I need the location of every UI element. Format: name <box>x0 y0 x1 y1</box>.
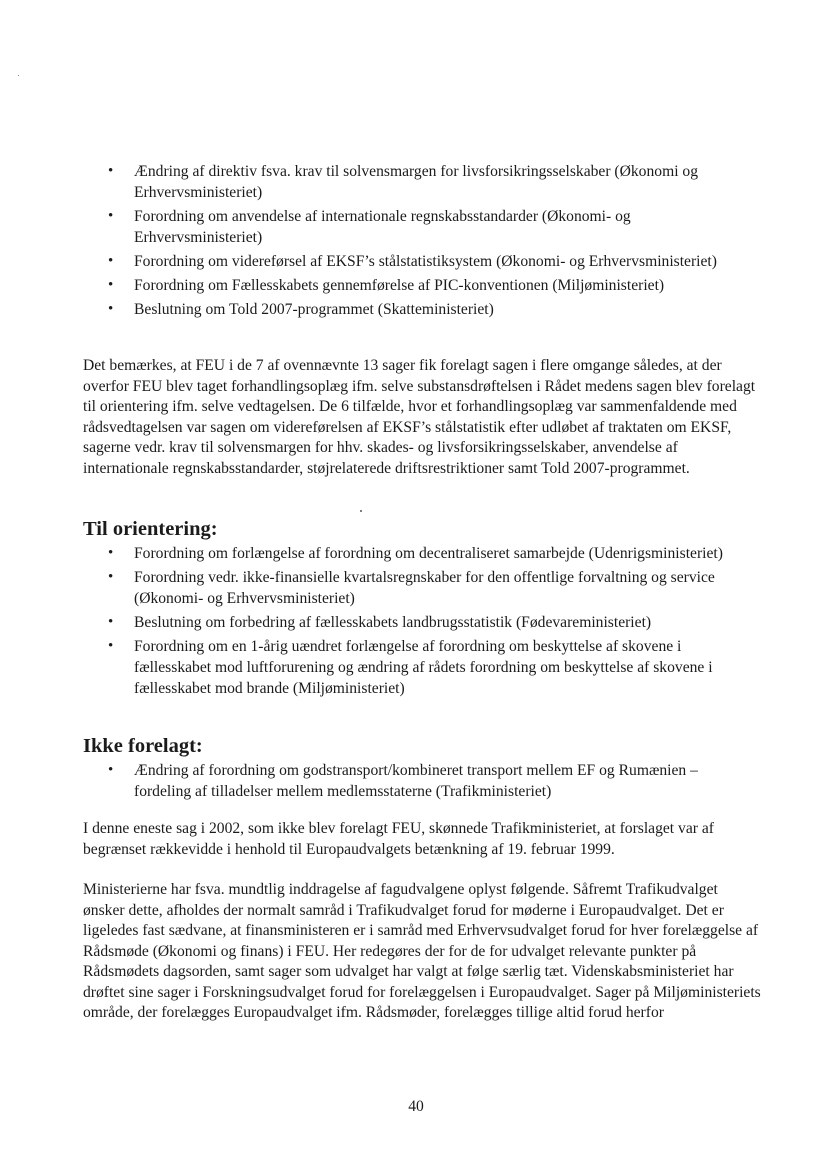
stray-dot <box>360 510 362 512</box>
paragraph-feu-note: Det bemærkes, at FEU i de 7 af ovennævnte 13 sager fik forelagt sagen i flere omgange således, at der overfor FEU blev taget forhandlingsoplæg ifm. selve substansdrøftelsen i Rådet medens sagen blev forelagt til orientering ifm. selve vedtagelsen. De 6 tilfælde, hvor et forhandlingsoplæg var sammenfaldende med rådsvedtagelsen var sagen om videreførelsen af EKSF’s stålstatistik efter udløbet af traktaten om EKSF, sagerne vedr. krav til solvensmargen for hhv. skades- og livsforsikringsselskaber, anvendelse af internationale regnskabsstandarder, støjrelaterede driftsrestriktioner samt Told 2007-programmet. <box>83 357 756 477</box>
list-item: • Beslutning om forbedring af fællesskabets landbrugsstatistik (Fødevareministeriet) <box>108 612 758 633</box>
bullet-list-orientering <box>108 543 758 702</box>
list-item: • Forordning om forlængelse af forordning om decentraliseret samarbejde (Udenrigsministeriet) <box>108 543 758 564</box>
paragraph-trafikministeriet: I denne eneste sag i 2002, som ikke blev forelagt FEU, skønnede Trafikministeriet, at forslaget var af begrænset rækkevidde i henhold til Europaudvalgets betænkning af 19. februar 1999. <box>83 820 714 858</box>
list-item: • Ændring af forordning om godstransport/kombineret transport mellem EF og Rumænien – fordeling af tilladelser mellem medlemsstaterne (Trafikministeriet) <box>108 760 758 802</box>
list-item: • Forordning om videreførsel af EKSF’s stålstatistiksystem (Økonomi- og Erhvervsministeriet) <box>108 251 758 272</box>
heading-til-orientering: Til orientering: <box>83 518 218 540</box>
scan-mark <box>18 75 19 76</box>
list-item: • Ændring af direktiv fsva. krav til solvensmargen for livsforsikringsselskaber (Økonomi og Erhvervsministeriet) <box>108 161 758 203</box>
bullet-list-ikke-forelagt <box>108 760 758 805</box>
list-item: • Forordning om Fællesskabets gennemførelse af PIC-konventionen (Miljøministeriet) <box>108 275 758 296</box>
bullet-list-decisions <box>108 161 758 323</box>
list-item: • Forordning om en 1-årig uændret forlængelse af forordning om beskyttelse af skovene i fællesskabet mod luftforurening og ændring af rådets forordning om beskyttelse af skovene i fællesskabet mod brande (Miljøministeriet) <box>108 636 758 699</box>
page-number: 40 <box>408 1098 424 1115</box>
paragraph-fagudvalg: Ministerierne har fsva. mundtlig inddragelse af fagudvalgene oplyst følgende. Såfremt Trafikudvalget ønsker dette, afholdes der normalt samråd i Trafikudvalget forud for møderne i Europaudvalget. Det er ligeledes fast sædvane, at finansministeren er i samråd med Erhvervsudvalget forud for hver forelæggelse af Rådsmøde (Økonomi og finans) i FEU. Her redegøres der for de for udvalget relevante punkter på Rådsmødets dagsorden, samt sager som udvalget har valgt at følge særlig tæt. Videnskabsministeriet har drøftet sine sager i Forskningsudvalget forud for forelæggelsen i Europaudvalget. Sager på Miljøministeriets område, der forelægges Europaudvalget ifm. Rådsmøder, forelægges tillige altid forud herfor <box>83 881 761 1021</box>
list-item: • Forordning om anvendelse af internationale regnskabsstandarder (Økonomi- og Erhvervsministeriet) <box>108 206 758 248</box>
heading-ikke-forelagt: Ikke forelagt: <box>83 735 203 757</box>
list-item: • Beslutning om Told 2007-programmet (Skatteministeriet) <box>108 299 758 320</box>
list-item: • Forordning vedr. ikke-finansielle kvartalsregnskaber for den offentlige forvaltning og service (Økonomi- og Erhvervsministeriet) <box>108 567 758 609</box>
